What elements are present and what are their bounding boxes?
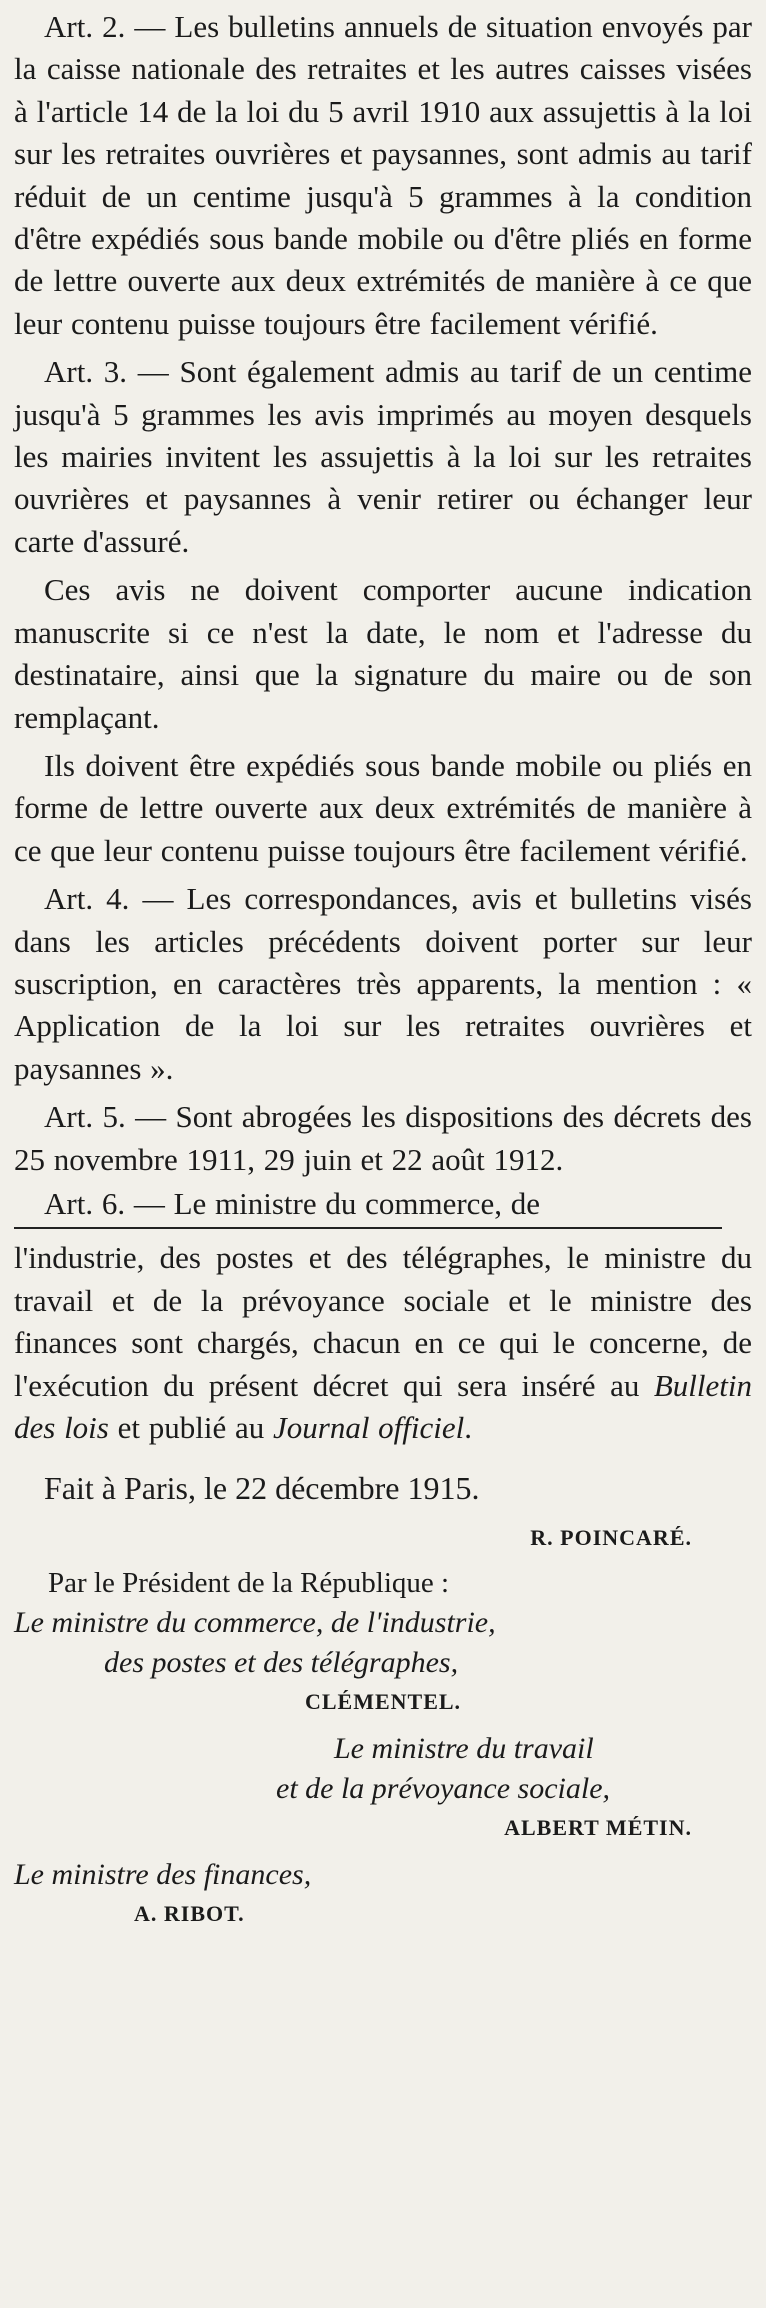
article-6-body-start: l'industrie, des postes et des télégraphes, le ministre du travail et de la prévoyance sociale et le ministre des finances sont chargés, chacun en ce qui le concerne, de l'exécution du présent décret qui sera inséré au — [14, 1240, 752, 1403]
article-6-end: . — [464, 1410, 473, 1445]
article-3-paragraph-2: Ces avis ne doivent comporter aucune indication manuscrite si ce n'est la date, le nom et l'adresse du destinataire, ainsi que la signature du maire ou de son remplaçant. — [14, 572, 752, 735]
signature-ribot: A. RIBOT. — [134, 1901, 245, 1927]
ministre-finances-block — [14, 1855, 752, 1933]
ministre-travail-line-1: Le ministre du travail — [334, 1732, 594, 1766]
bulletin-des-lois: Bulletin des lois — [14, 1367, 752, 1445]
article-6-heading: Art. 6. — Le ministre du commerce, de — [44, 1185, 540, 1221]
ministre-travail-block — [14, 1729, 752, 1847]
signature-poincare: R. POINCARÉ. — [530, 1525, 692, 1551]
journal-officiel: Journal officiel — [273, 1410, 465, 1445]
article-6-body — [14, 1237, 752, 1449]
signature-clementel: CLÉMENTEL. — [304, 1689, 462, 1715]
article-4: Art. 4. — Les correspondances, avis et bulletins visés dans les articles précédents doivent porter sur leur suscription, en caractères très apparents, la mention : « Application de la loi sur les retraites ouvrières et paysannes ». — [14, 881, 752, 1086]
ministre-commerce-line-2: des postes et des télégraphes, — [104, 1646, 459, 1680]
article-2: Art. 2. — Les bulletins annuels de situation envoyés par la caisse nationale des retraites et les autres caisses visées à l'article 14 de la loi du 5 avril 1910 aux assujettis à la loi sur les retraites ouvrières et paysannes, sont admis au tarif réduit de un centime jusqu'à 5 grammes à la condition d'être expédiés sous bande mobile ou d'être pliés en forme de lettre ouverte aux deux extrémités de manière à ce que leur contenu puisse toujours être facilement vérifié. — [14, 9, 752, 341]
article-3: Art. 3. — Sont également admis au tarif de un centime jusqu'à 5 grammes les avis imprimés au moyen desquels les mairies invitent les assujettis à la loi sur les retraites ouvrières et paysannes à venir retirer ou échanger leur carte d'assuré. — [14, 354, 752, 559]
article-5: Art. 5. — Sont abrogées les dispositions des décrets des 25 novembre 1911, 29 juin et 22 août 1912. — [14, 1099, 752, 1177]
ministre-travail-line-2: et de la prévoyance sociale, — [276, 1772, 611, 1806]
column-divider-rule — [14, 1227, 722, 1229]
par-le-president: Par le Président de la République : — [48, 1567, 450, 1600]
ministre-commerce-line-1: Le ministre du commerce, de l'industrie, — [14, 1606, 496, 1640]
article-6-middle: et publié au — [108, 1410, 273, 1445]
ministre-finances-line: Le ministre des finances, — [14, 1858, 312, 1892]
signature-metin: ALBERT MÉTIN. — [504, 1815, 692, 1841]
article-3-paragraph-3: Ils doivent être expédiés sous bande mobile ou pliés en forme de lettre ouverte aux deux extrémités de manière à ce que leur contenu puisse toujours être facilement vérifié. — [14, 747, 752, 868]
date-line: Fait à Paris, le 22 décembre 1915. — [44, 1470, 480, 1507]
